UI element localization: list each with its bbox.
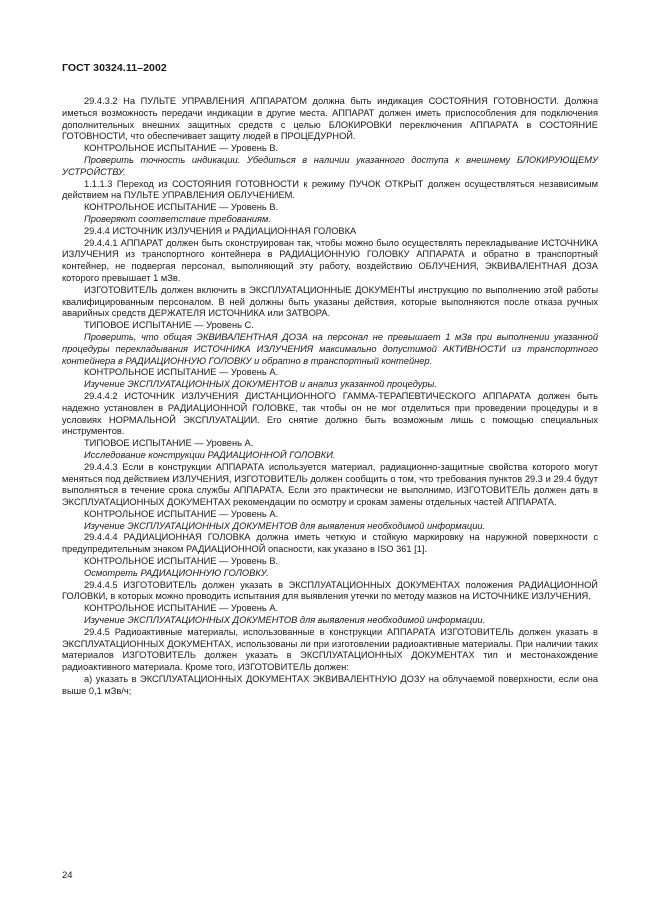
test-level-label: КОНТРОЛЬНОЕ ИСПЫТАНИЕ — Уровень А.	[84, 508, 279, 519]
test-method: Исследование конструкции РАДИАЦИОННОЙ ГОЛОВКИ.	[84, 449, 336, 460]
document-body	[62, 96, 598, 698]
document-header: ГОСТ 30324.11–2002	[62, 62, 167, 74]
clause-paragraph: 29.4.5 Радиоактивные материалы, использованные в конструкции АППАРАТА ИЗГОТОВИТЕЛЬ должен указать в ЭКСПЛУАТАЦИОННЫХ ДОКУМЕНТАХ, использованы ли при изготовлении радиоактивные материалы. При наличии таких материалов ИЗГОТОВИТЕЛЬ должен указать в ЭКСПЛУАТАЦИОННЫХ ДОКУМЕНТАХ тип и местонахождение радиоактивного материала. Кроме того, ИЗГОТОВИТЕЛЬ должен:	[62, 626, 598, 673]
clause-paragraph: 29.4.4.3 Если в конструкции АППАРАТА используется материал, радиационно-защитные свойства которого могут меняться под действием ИЗЛУЧЕНИЯ, ИЗГОТОВИТЕЛЬ должен сообщить о том, что требования пунктов 29.3 и 29.4 будут выполняться в течение срока службы АППАРАТА. Если это практически не выполнимо, ИЗГОТОВИТЕЛЬ должен дать в ЭКСПЛУАТАЦИОННЫХ ДОКУМЕНТАХ рекомендации по осмотру и срокам замены отдельных частей АППАРАТА.	[62, 461, 598, 508]
test-method: Проверяют соответствие требованиям.	[84, 213, 271, 224]
test-level-label: 29.4.4 ИСТОЧНИК ИЗЛУЧЕНИЯ и РАДИАЦИОННАЯ ГОЛОВКА	[84, 225, 357, 236]
test-method: Осмотреть РАДИАЦИОННУЮ ГОЛОВКУ.	[84, 567, 269, 578]
test-method: Изучение ЭКСПЛУАТАЦИОННЫХ ДОКУМЕНТОВ для выявления необходимой информации.	[84, 520, 486, 531]
clause-paragraph: 29.4.3.2 На ПУЛЬТЕ УПРАВЛЕНИЯ АППАРАТОМ должна быть индикация СОСТОЯНИЯ ГОТОВНОСТИ. Должна иметься возможность передачи индикации в другие места. АППАРАТ должен иметь приспособления для подключения дополнительных внешних защитных средств с целью БЛОКИРОВКИ переключения АППАРАТА в СОСТОЯНИЕ ГОТОВНОСТИ, что обеспечивает защиту людей в ПРОЦЕДУРНОЙ.	[62, 96, 598, 142]
test-level-label: КОНТРОЛЬНОЕ ИСПЫТАНИЕ — Уровень В.	[84, 202, 279, 213]
clause-paragraph: ИЗГОТОВИТЕЛЬ должен включить в ЭКСПЛУАТАЦИОННЫЕ ДОКУМЕНТЫ инструкцию по выполнению этой работы квалифицированным персоналом. В ней должны быть указаны действия, которые выполняются после отказа ручных аварийных средств ДЕРЖАТЕЛЯ ИСТОЧНИКА или ЗАТВОРА.	[62, 284, 598, 319]
test-method: Проверить точность индикации. Убедиться в наличии указанного доступа к внешнему БЛОКИРУЮЩЕМУ УСТРОЙСТВУ.	[62, 154, 598, 177]
test-level-label: ТИПОВОЕ ИСПЫТАНИЕ — Уровень С.	[84, 320, 254, 331]
clause-paragraph: 29.4.4.2 ИСТОЧНИК ИЗЛУЧЕНИЯ ДИСТАНЦИОННОГО ГАММА-ТЕРАПЕВТИЧЕСКОГО АППАРАТА должен быть надежно установлен в РАДИАЦИОННОЙ ГОЛОВКЕ, так чтобы он не мог отделиться при проведении процедуры и в условиях НОРМАЛЬНОЙ ЭКСПЛУАТАЦИИ. Его снятие должно быть возможным лишь с помощью специальных инструментов.	[62, 390, 598, 437]
page-number: 24	[62, 870, 73, 881]
test-level-label: КОНТРОЛЬНОЕ ИСПЫТАНИЕ — Уровень А.	[84, 603, 279, 614]
clause-paragraph: 1.1.1.3 Переход из СОСТОЯНИЯ ГОТОВНОСТИ к режиму ПУЧОК ОТКРЫТ должен осуществляться независимым действием на ПУЛЬТЕ УПРАВЛЕНИЯ ОБЛУЧЕНИЕМ.	[62, 178, 598, 201]
clause-paragraph: 29.4.4.4 РАДИАЦИОННАЯ ГОЛОВКА должна иметь четкую и стойкую маркировку на наружной поверхности с предупредительным знаком РАДИАЦИОННОЙ опасности, как указано в ISO 361 [1].	[62, 532, 598, 555]
clause-paragraph: 29.4.4.1 АППАРАТ должен быть сконструирован так, чтобы можно было осуществлять перекладывание ИСТОЧНИКА ИЗЛУЧЕНИЯ из транспортного контейнера в РАДИАЦИОННУЮ ГОЛОВКУ АППАРАТА и обратно в транспортный контейнер, не подвергая персонал, выполняющий эту работу, воздействию ОБЛУЧЕНИЯ, ЭКВИВАЛЕНТНАЯ ДОЗА которого превышает 1 мЗв.	[62, 237, 598, 283]
test-level-label: КОНТРОЛЬНОЕ ИСПЫТАНИЕ — Уровень В.	[84, 143, 279, 154]
test-level-label: КОНТРОЛЬНОЕ ИСПЫТАНИЕ — Уровень В.	[84, 556, 279, 567]
test-method: Проверить, что общая ЭКВИВАЛЕНТНАЯ ДОЗА на персонал не превышает 1 мЗв при выполнении указанной процедуры перекладывания ИСТОЧНИКА ИЗЛУЧЕНИЯ максимально допустимой АКТИВНОСТИ из транспортного контейнера в РАДИАЦИОННУЮ ГОЛОВКУ и обратно в транспортный контейнер.	[62, 331, 598, 366]
clause-paragraph: а) указать в ЭКСПЛУАТАЦИОННЫХ ДОКУМЕНТАХ ЭКВИВАЛЕНТНУЮ ДОЗУ на облучаемой поверхности, если она выше 0,1 мЗв/ч;	[62, 674, 598, 696]
test-method: Изучение ЭКСПЛУАТАЦИОННЫХ ДОКУМЕНТОВ для выявления необходимой информации.	[84, 615, 486, 626]
test-level-label: КОНТРОЛЬНОЕ ИСПЫТАНИЕ — Уровень А.	[84, 367, 279, 378]
test-method: Изучение ЭКСПЛУАТАЦИОННЫХ ДОКУМЕНТОВ и анализ указанной процедуры.	[84, 379, 437, 390]
test-level-label: ТИПОВОЕ ИСПЫТАНИЕ — Уровень А.	[84, 438, 254, 449]
clause-paragraph: 29.4.4.5 ИЗГОТОВИТЕЛЬ должен указать в ЭКСПЛУАТАЦИОННЫХ ДОКУМЕНТАХ положения РАДИАЦИОННОЙ ГОЛОВКИ, в которых можно проводить испытания для выявления утечки по методу мазков на ИСТОЧНИКЕ ИЗЛУЧЕНИЯ.	[62, 579, 598, 602]
